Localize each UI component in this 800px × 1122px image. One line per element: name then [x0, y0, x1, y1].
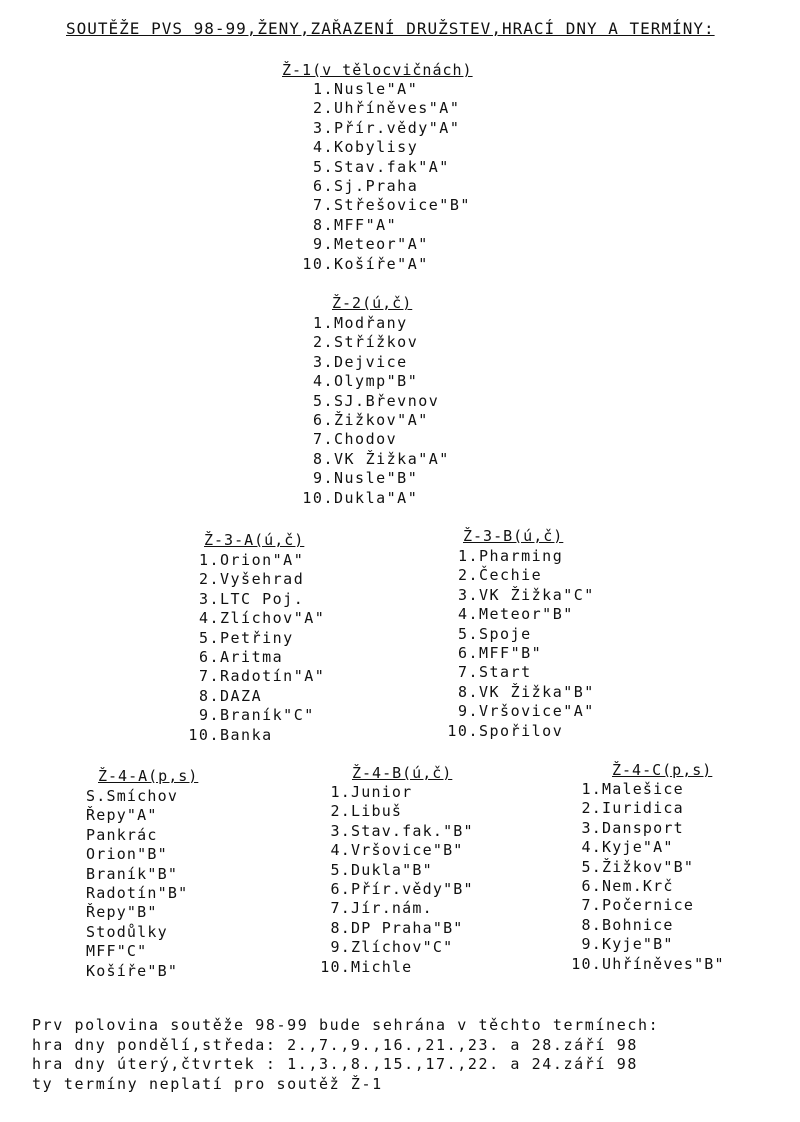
group-heading: Ž-4-B(ú,č)	[352, 764, 453, 782]
team-name: Kobylisy	[334, 138, 419, 157]
team-list	[566, 780, 725, 974]
team-number: 3.	[198, 589, 220, 608]
team-entry	[296, 158, 471, 177]
team-entry	[296, 372, 450, 391]
team-name: Přír.vědy"A"	[334, 118, 461, 137]
team-entry	[184, 687, 325, 706]
team-number: 2.	[198, 570, 220, 589]
team-number: 10.	[188, 725, 220, 744]
team-name: Dejvice	[334, 352, 408, 371]
team-entry	[184, 609, 325, 628]
team-entry	[566, 935, 725, 954]
team-name: Kyje"B"	[602, 935, 674, 954]
team-entry	[566, 838, 725, 857]
team-entry	[296, 392, 450, 411]
team-name: MFF"C"	[86, 942, 148, 961]
team-entry	[52, 923, 188, 942]
team-entry	[445, 683, 595, 702]
team-number: 8.	[198, 686, 220, 705]
team-name: Junior	[351, 783, 413, 801]
team-entry	[296, 255, 471, 274]
team-entry	[52, 787, 188, 806]
team-name: Kyje"A"	[602, 838, 674, 857]
team-name: Stav.fak."B"	[351, 821, 474, 840]
team-entry	[52, 845, 188, 864]
team-number: 7.	[312, 196, 334, 215]
team-number: 8.	[581, 915, 602, 934]
team-name: Nem.Krč	[602, 876, 674, 895]
team-name: S.Smíchov	[86, 787, 179, 805]
team-entry	[445, 566, 595, 585]
team-entry	[296, 469, 450, 488]
team-entry	[315, 841, 474, 860]
team-name: Meteor"A"	[334, 235, 429, 254]
team-number: 7.	[457, 663, 479, 682]
team-number: 1.	[198, 551, 220, 569]
team-entry	[296, 216, 471, 235]
team-name: Zlíchov"A"	[220, 609, 326, 628]
team-name: MFF"B"	[479, 643, 543, 662]
team-number: 10.	[447, 721, 479, 740]
team-name: Olymp"B"	[334, 372, 419, 391]
team-name: Nusle"B"	[334, 469, 419, 488]
team-entry	[445, 625, 595, 644]
team-number: 4.	[198, 609, 220, 628]
team-number: 8.	[312, 449, 334, 468]
team-name: Košíře"A"	[334, 254, 429, 273]
team-entry	[184, 629, 325, 648]
team-number: 4.	[312, 138, 334, 157]
page-title: SOUTĚŽE PVS 98-99,ŽENY,ZAŘAZENÍ DRUŽSTEV,HRACÍ DNY A TERMÍNY:	[66, 19, 715, 38]
team-entry	[184, 570, 325, 589]
team-name: Sj.Praha	[334, 176, 419, 195]
team-name: Čechie	[479, 566, 543, 585]
team-entry	[445, 663, 595, 682]
team-name: VK Žižka"A"	[334, 449, 450, 468]
team-name: LTC Poj.	[220, 589, 305, 608]
team-name: Jír.nám.	[351, 899, 433, 918]
team-entry	[296, 80, 471, 99]
team-name: Žižkov"A"	[334, 410, 429, 429]
team-name: Dansport	[602, 818, 684, 837]
team-entry	[184, 706, 325, 725]
team-number: 9.	[581, 935, 602, 954]
team-number: 2.	[457, 566, 479, 585]
team-entry	[445, 644, 595, 663]
team-number: 4.	[581, 838, 602, 857]
team-name: Dukla"A"	[334, 488, 419, 507]
team-entry	[315, 822, 474, 841]
team-number: 7.	[312, 430, 334, 449]
team-number: 5.	[457, 624, 479, 643]
team-entry	[52, 942, 188, 961]
team-entry	[296, 119, 471, 138]
team-name: Střešovice"B"	[334, 196, 471, 215]
group-heading: Ž-3-B(ú,č)	[463, 527, 564, 545]
team-name: Braník"C"	[220, 706, 315, 725]
team-number: 6.	[330, 879, 351, 898]
schedule-line: hra dny pondělí,středa: 2.,7.,9.,16.,21.,23. a 28.září 98	[32, 1035, 638, 1054]
team-name: Meteor"B"	[479, 605, 574, 624]
team-name: Přír.vědy"B"	[351, 879, 474, 898]
team-number: 10.	[302, 254, 334, 273]
team-name: Radotín"B"	[86, 883, 189, 902]
team-entry	[296, 314, 450, 333]
team-name: Žižkov"B"	[602, 857, 695, 876]
team-number: 3.	[312, 352, 334, 371]
team-entry	[296, 196, 471, 215]
team-name: Michle	[351, 957, 413, 976]
team-entry	[296, 411, 450, 430]
team-entry	[296, 235, 471, 254]
team-entry	[52, 806, 188, 825]
team-number: 10.	[571, 954, 602, 973]
team-name: Aritma	[220, 647, 284, 666]
team-entry	[296, 177, 471, 196]
team-list	[296, 80, 471, 274]
team-entry	[315, 938, 474, 957]
team-name: Banka	[220, 725, 273, 744]
team-name: Modřany	[334, 314, 408, 332]
team-entry	[315, 783, 474, 802]
team-list	[445, 547, 595, 741]
team-entry	[445, 722, 595, 741]
team-number: 3.	[581, 818, 602, 837]
team-entry	[315, 919, 474, 938]
team-entry	[315, 802, 474, 821]
team-entry	[296, 450, 450, 469]
team-name: MFF"A"	[334, 215, 398, 234]
team-name: Libuš	[351, 802, 403, 821]
team-entry	[566, 896, 725, 915]
team-number: 8.	[457, 682, 479, 701]
team-number: 2.	[330, 802, 351, 821]
team-name: Braník"B"	[86, 864, 179, 883]
team-entry	[52, 884, 188, 903]
group-heading: Ž-3-A(ú,č)	[204, 531, 305, 549]
team-name: VK Žižka"B"	[479, 682, 595, 701]
team-number: 5.	[312, 391, 334, 410]
team-entry	[184, 551, 325, 570]
team-entry	[52, 826, 188, 845]
team-number: 6.	[457, 643, 479, 662]
team-entry	[566, 858, 725, 877]
team-number: 9.	[198, 706, 220, 725]
team-name: Řepy"A"	[86, 806, 158, 825]
team-name: Uhříněves"B"	[602, 954, 725, 973]
team-name: Chodov	[334, 430, 398, 449]
team-number: 1.	[312, 80, 334, 98]
team-entry	[52, 962, 188, 981]
team-number: 8.	[330, 918, 351, 937]
team-entry	[296, 138, 471, 157]
team-entry	[445, 702, 595, 721]
team-number: 1.	[312, 314, 334, 332]
team-name: Orion"A"	[220, 551, 305, 569]
team-number: 1.	[457, 547, 479, 565]
group-heading: Ž-4-C(p,s)	[612, 761, 713, 779]
team-entry	[52, 865, 188, 884]
team-name: Pharming	[479, 547, 564, 565]
team-name: Vyšehrad	[220, 570, 305, 589]
team-name: Vršovice"B"	[351, 841, 464, 860]
team-list	[184, 551, 325, 745]
team-list	[315, 783, 474, 977]
team-name: VK Žižka"C"	[479, 585, 595, 604]
team-entry	[445, 547, 595, 566]
team-entry	[296, 333, 450, 352]
team-number: 9.	[457, 702, 479, 721]
team-number: 9.	[312, 235, 334, 254]
team-number: 4.	[330, 841, 351, 860]
team-number: 5.	[330, 860, 351, 879]
team-name: Zlíchov"C"	[351, 938, 454, 957]
team-number: 10.	[320, 957, 351, 976]
team-entry	[296, 99, 471, 118]
schedule-note	[32, 1016, 659, 1094]
team-entry	[52, 903, 188, 922]
team-number: 9.	[330, 938, 351, 957]
team-name: Uhříněves"A"	[334, 99, 461, 118]
team-number: 7.	[198, 667, 220, 686]
group-heading: Ž-2(ú,č)	[332, 294, 413, 312]
team-name: Spořilov	[479, 721, 564, 740]
team-name: Malešice	[602, 780, 684, 798]
team-name: Pankrác	[86, 825, 158, 844]
team-number: 5.	[198, 628, 220, 647]
team-entry	[184, 648, 325, 667]
team-number: 6.	[198, 647, 220, 666]
team-number: 5.	[581, 857, 602, 876]
team-entry	[315, 861, 474, 880]
team-entry	[296, 353, 450, 372]
team-name: Stav.fak"A"	[334, 157, 450, 176]
team-number: 2.	[312, 333, 334, 352]
team-entry	[566, 799, 725, 818]
team-name: Košíře"B"	[86, 961, 179, 980]
team-entry	[445, 586, 595, 605]
team-number: 7.	[330, 899, 351, 918]
team-number: 9.	[312, 469, 334, 488]
team-number: 3.	[457, 585, 479, 604]
team-number: 3.	[330, 821, 351, 840]
team-list	[52, 787, 188, 981]
team-number: 10.	[302, 488, 334, 507]
team-number: 6.	[581, 876, 602, 895]
team-entry	[184, 726, 325, 745]
team-name: Střížkov	[334, 333, 419, 352]
team-name: DAZA	[220, 686, 263, 705]
team-name: Petřiny	[220, 628, 294, 647]
team-number: 5.	[312, 157, 334, 176]
team-number: 1.	[581, 780, 602, 798]
team-entry	[445, 605, 595, 624]
team-number: 7.	[581, 896, 602, 915]
team-name: Bohnice	[602, 915, 674, 934]
team-number: 8.	[312, 215, 334, 234]
team-list	[296, 314, 450, 508]
team-number: 4.	[457, 605, 479, 624]
team-name: Stodůlky	[86, 922, 168, 941]
team-number: 2.	[312, 99, 334, 118]
schedule-line: ty termíny neplatí pro soutěž Ž-1	[32, 1074, 383, 1093]
team-entry	[566, 955, 725, 974]
team-number: 6.	[312, 410, 334, 429]
team-entry	[315, 880, 474, 899]
team-entry	[296, 430, 450, 449]
team-number: 1.	[330, 783, 351, 801]
team-name: Dukla"B"	[351, 860, 433, 879]
team-entry	[184, 667, 325, 686]
team-entry	[315, 899, 474, 918]
schedule-line: Prv polovina soutěže 98-99 bude sehrána v těchto termínech:	[32, 1016, 660, 1034]
team-entry	[566, 819, 725, 838]
team-name: Nusle"A"	[334, 80, 419, 98]
group-heading: Ž-1(v tělocvičnách)	[282, 61, 473, 79]
group-heading: Ž-4-A(p,s)	[98, 767, 199, 785]
team-name: Orion"B"	[86, 845, 168, 864]
team-name: DP Praha"B"	[351, 918, 464, 937]
team-name: Radotín"A"	[220, 667, 326, 686]
team-name: Řepy"B"	[86, 903, 158, 922]
team-name: Vršovice"A"	[479, 702, 595, 721]
team-number: 4.	[312, 372, 334, 391]
team-entry	[296, 489, 450, 508]
team-name: Počernice	[602, 896, 695, 915]
team-number: 2.	[581, 799, 602, 818]
team-name: Iuridica	[602, 799, 684, 818]
team-name: Spoje	[479, 624, 532, 643]
team-entry	[566, 780, 725, 799]
team-entry	[315, 958, 474, 977]
schedule-line: hra dny úterý,čtvrtek : 1.,3.,8.,15.,17.,22. a 24.září 98	[32, 1055, 638, 1073]
team-number: 6.	[312, 176, 334, 195]
team-number: 3.	[312, 118, 334, 137]
team-entry	[566, 877, 725, 896]
team-entry	[184, 590, 325, 609]
team-name: Start	[479, 663, 532, 682]
team-name: SJ.Břevnov	[334, 391, 440, 410]
team-entry	[566, 916, 725, 935]
